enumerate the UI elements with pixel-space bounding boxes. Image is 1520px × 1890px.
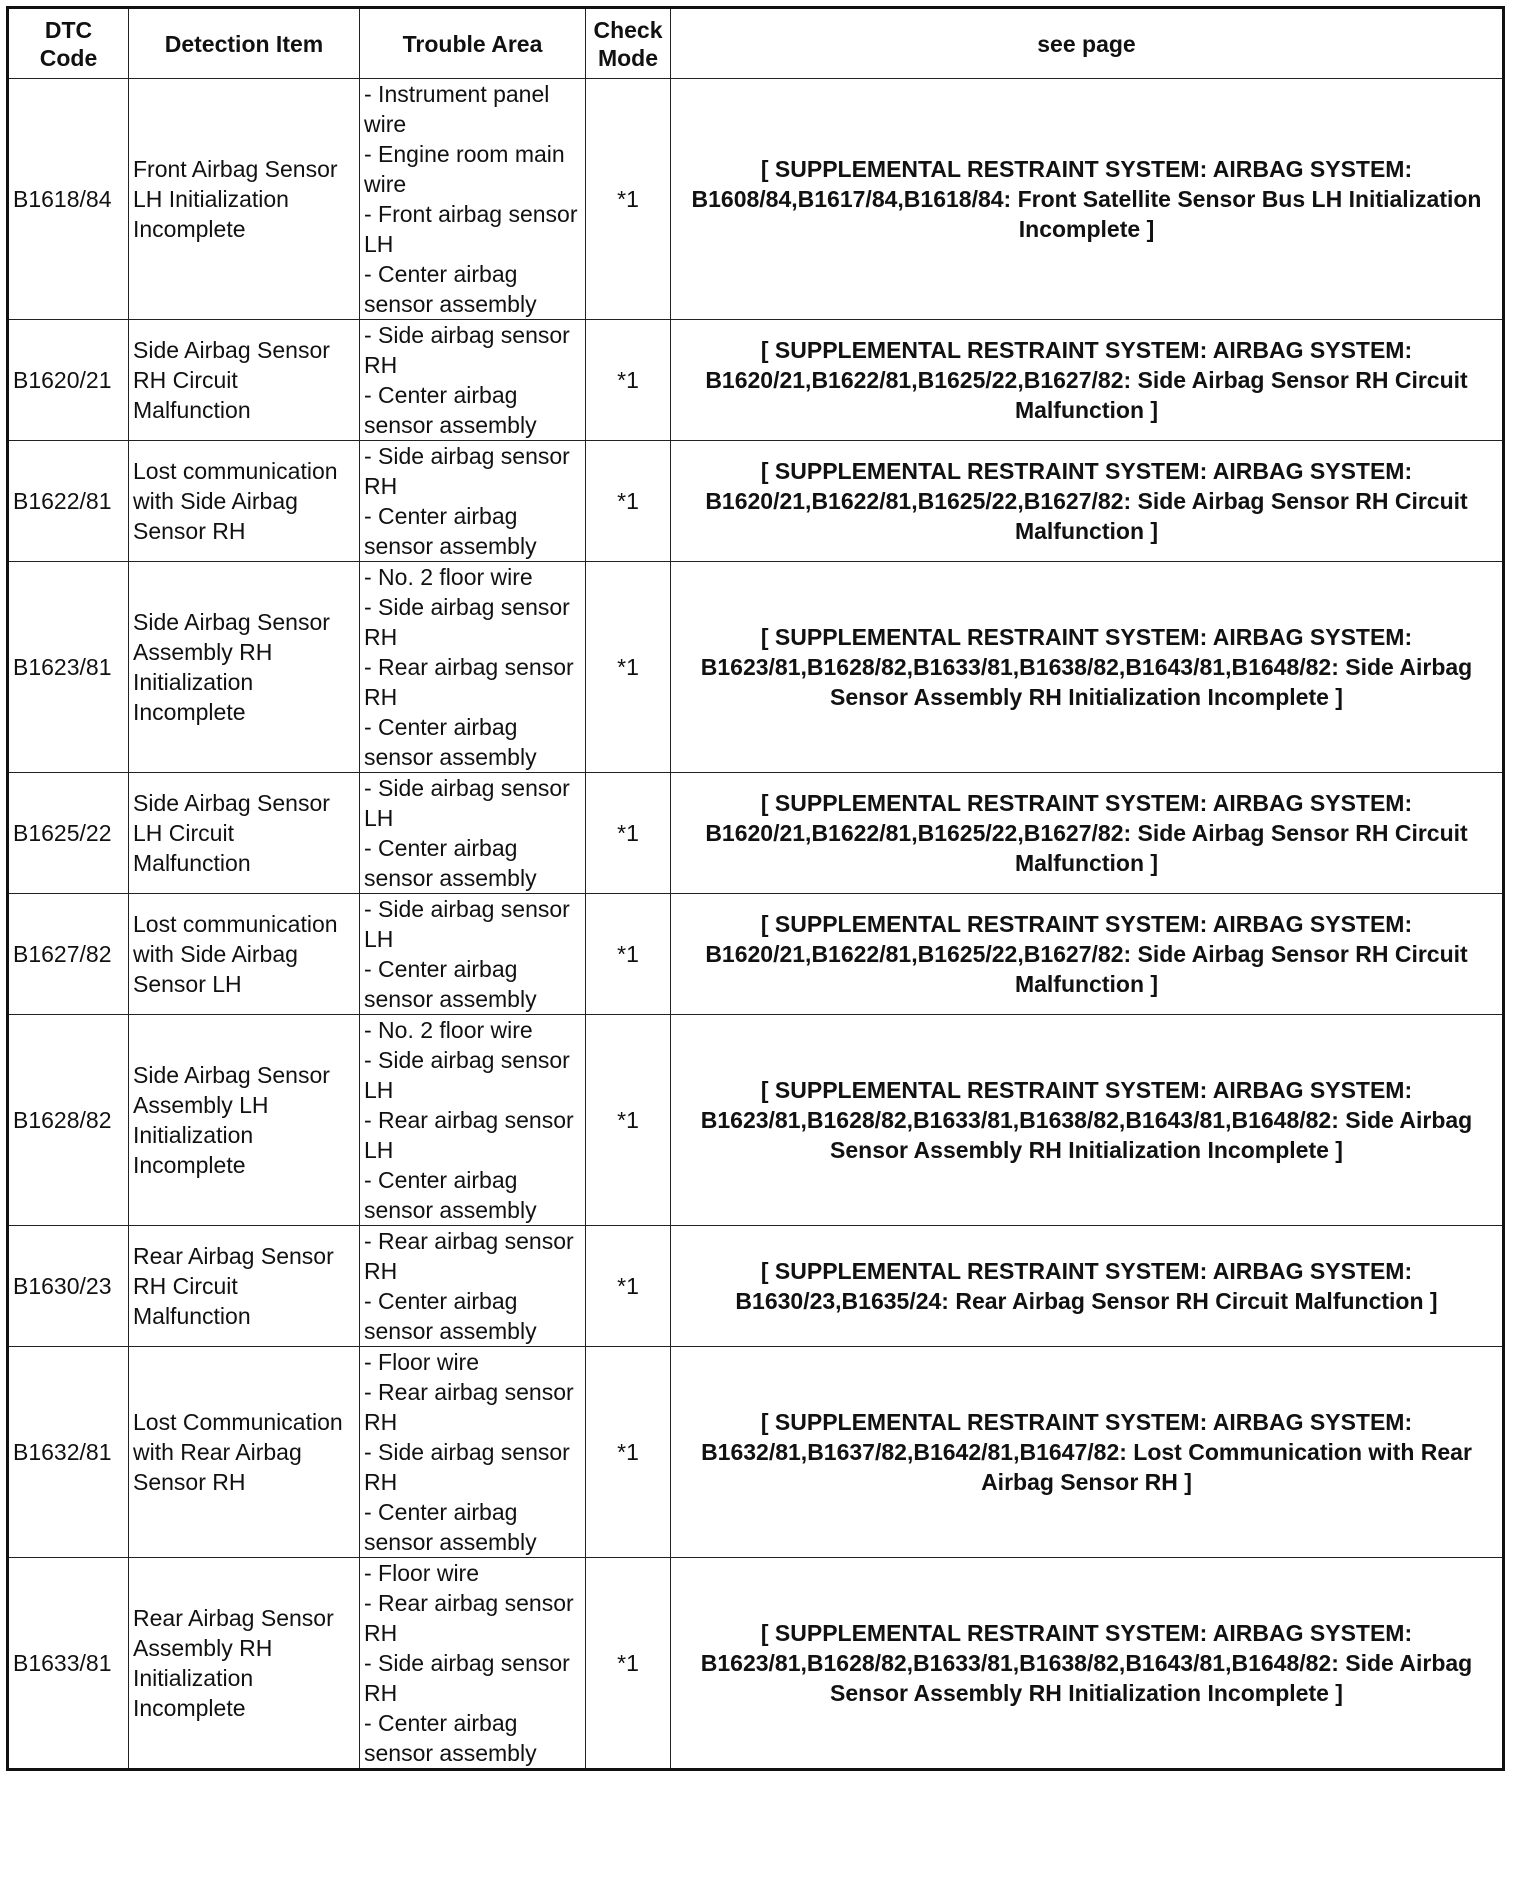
detection-item-cell: Rear Airbag Sensor Assembly RH Initialization Incomplete: [129, 1558, 360, 1770]
trouble-area-line: - Floor wire: [364, 1349, 480, 1375]
trouble-area-line: - Rear airbag sensor RH: [364, 1379, 574, 1435]
table-row: [8, 1558, 1504, 1770]
trouble-area-line: - Rear airbag sensor RH: [364, 654, 574, 710]
table-row: [8, 1015, 1504, 1226]
header-dtc-code: DTC Code: [8, 8, 129, 79]
see-page-reference: [ SUPPLEMENTAL RESTRAINT SYSTEM: AIRBAG SYSTEM: B1623/81,B1628/82,B1633/81,B1638/82,B1643/81,B1648/82: Side Airbag Sensor Assembly RH Initialization Incomplete ]: [671, 1558, 1504, 1770]
trouble-area-line: - Center airbag sensor assembly: [364, 1499, 537, 1555]
header-check-mode: Check Mode: [586, 8, 671, 79]
see-page-reference: [ SUPPLEMENTAL RESTRAINT SYSTEM: AIRBAG SYSTEM: B1623/81,B1628/82,B1633/81,B1638/82,B1643/81,B1648/82: Side Airbag Sensor Assembly RH Initialization Incomplete ]: [671, 562, 1504, 773]
see-page-reference: [ SUPPLEMENTAL RESTRAINT SYSTEM: AIRBAG SYSTEM: B1620/21,B1622/81,B1625/22,B1627/82: Side Airbag Sensor RH Circuit Malfunction ]: [671, 320, 1504, 441]
trouble-area-line: - Side airbag sensor RH: [364, 1439, 570, 1495]
trouble-area-line: - Center airbag sensor assembly: [364, 1167, 537, 1223]
trouble-area-cell: [360, 773, 586, 894]
trouble-area-cell: [360, 1226, 586, 1347]
trouble-area-line: - Side airbag sensor LH: [364, 1047, 570, 1103]
dtc-code-cell: B1618/84: [8, 79, 129, 320]
dtc-code-cell: B1623/81: [8, 562, 129, 773]
trouble-area-cell: [360, 441, 586, 562]
trouble-area-line: - Center airbag sensor assembly: [364, 503, 537, 559]
table-row: [8, 1347, 1504, 1558]
trouble-area-line: - Side airbag sensor LH: [364, 896, 570, 952]
trouble-area-line: - Rear airbag sensor LH: [364, 1107, 574, 1163]
trouble-area-line: - No. 2 floor wire: [364, 1017, 533, 1043]
trouble-area-line: - Center airbag sensor assembly: [364, 835, 537, 891]
dtc-code-cell: B1633/81: [8, 1558, 129, 1770]
trouble-area-cell: [360, 79, 586, 320]
check-mode-cell: *1: [586, 1558, 671, 1770]
dtc-code-cell: B1620/21: [8, 320, 129, 441]
table-row: [8, 320, 1504, 441]
check-mode-cell: *1: [586, 894, 671, 1015]
check-mode-cell: *1: [586, 320, 671, 441]
table-row: [8, 894, 1504, 1015]
detection-item-cell: Front Airbag Sensor LH Initialization Incomplete: [129, 79, 360, 320]
detection-item-cell: Lost communication with Side Airbag Sensor RH: [129, 441, 360, 562]
trouble-area-cell: [360, 894, 586, 1015]
see-page-reference: [ SUPPLEMENTAL RESTRAINT SYSTEM: AIRBAG SYSTEM: B1623/81,B1628/82,B1633/81,B1638/82,B1643/81,B1648/82: Side Airbag Sensor Assembly RH Initialization Incomplete ]: [671, 1015, 1504, 1226]
dtc-code-cell: B1628/82: [8, 1015, 129, 1226]
dtc-table: [6, 6, 1505, 1771]
trouble-area-cell: [360, 1347, 586, 1558]
check-mode-cell: *1: [586, 1226, 671, 1347]
detection-item-cell: Lost Communication with Rear Airbag Sensor RH: [129, 1347, 360, 1558]
trouble-area-line: - Side airbag sensor LH: [364, 775, 570, 831]
trouble-area-line: - Side airbag sensor RH: [364, 443, 570, 499]
detection-item-cell: Side Airbag Sensor LH Circuit Malfunction: [129, 773, 360, 894]
header-see-page: see page: [671, 8, 1504, 79]
trouble-area-line: - Side airbag sensor RH: [364, 1650, 570, 1706]
detection-item-cell: Side Airbag Sensor RH Circuit Malfunction: [129, 320, 360, 441]
trouble-area-line: - Side airbag sensor RH: [364, 594, 570, 650]
trouble-area-line: - Side airbag sensor RH: [364, 322, 570, 378]
check-mode-cell: *1: [586, 1347, 671, 1558]
check-mode-cell: *1: [586, 441, 671, 562]
see-page-reference: [ SUPPLEMENTAL RESTRAINT SYSTEM: AIRBAG SYSTEM: B1632/81,B1637/82,B1642/81,B1647/82: Lost Communication with Rear Airbag Sensor RH ]: [671, 1347, 1504, 1558]
trouble-area-line: - Engine room main wire: [364, 141, 565, 197]
detection-item-cell: Lost communication with Side Airbag Sensor LH: [129, 894, 360, 1015]
header-trouble-area: Trouble Area: [360, 8, 586, 79]
dtc-code-cell: B1627/82: [8, 894, 129, 1015]
trouble-area-line: - Center airbag sensor assembly: [364, 261, 537, 317]
trouble-area-line: - Instrument panel wire: [364, 81, 550, 137]
trouble-area-line: - Center airbag sensor assembly: [364, 382, 537, 438]
trouble-area-line: - Rear airbag sensor RH: [364, 1590, 574, 1646]
see-page-reference: [ SUPPLEMENTAL RESTRAINT SYSTEM: AIRBAG SYSTEM: B1620/21,B1622/81,B1625/22,B1627/82: Side Airbag Sensor RH Circuit Malfunction ]: [671, 773, 1504, 894]
trouble-area-line: - Rear airbag sensor RH: [364, 1228, 574, 1284]
check-mode-cell: *1: [586, 773, 671, 894]
see-page-reference: [ SUPPLEMENTAL RESTRAINT SYSTEM: AIRBAG SYSTEM: B1630/23,B1635/24: Rear Airbag Sensor RH Circuit Malfunction ]: [671, 1226, 1504, 1347]
dtc-code-cell: B1632/81: [8, 1347, 129, 1558]
see-page-reference: [ SUPPLEMENTAL RESTRAINT SYSTEM: AIRBAG SYSTEM: B1620/21,B1622/81,B1625/22,B1627/82: Side Airbag Sensor RH Circuit Malfunction ]: [671, 441, 1504, 562]
detection-item-cell: Side Airbag Sensor Assembly RH Initialization Incomplete: [129, 562, 360, 773]
table-row: [8, 79, 1504, 320]
dtc-code-cell: B1622/81: [8, 441, 129, 562]
check-mode-cell: *1: [586, 562, 671, 773]
trouble-area-cell: [360, 562, 586, 773]
trouble-area-line: - Floor wire: [364, 1560, 480, 1586]
detection-item-cell: Side Airbag Sensor Assembly LH Initialization Incomplete: [129, 1015, 360, 1226]
table-row: [8, 441, 1504, 562]
header-row: [8, 8, 1504, 79]
table-row: [8, 1226, 1504, 1347]
table-row: [8, 562, 1504, 773]
trouble-area-line: - Center airbag sensor assembly: [364, 714, 537, 770]
trouble-area-cell: [360, 1015, 586, 1226]
trouble-area-line: - No. 2 floor wire: [364, 564, 533, 590]
dtc-code-cell: B1625/22: [8, 773, 129, 894]
see-page-reference: [ SUPPLEMENTAL RESTRAINT SYSTEM: AIRBAG SYSTEM: B1608/84,B1617/84,B1618/84: Front Satellite Sensor Bus LH Initialization Incomplete ]: [671, 79, 1504, 320]
trouble-area-cell: [360, 1558, 586, 1770]
header-detection-item: Detection Item: [129, 8, 360, 79]
detection-item-cell: Rear Airbag Sensor RH Circuit Malfunction: [129, 1226, 360, 1347]
trouble-area-line: - Center airbag sensor assembly: [364, 956, 537, 1012]
see-page-reference: [ SUPPLEMENTAL RESTRAINT SYSTEM: AIRBAG SYSTEM: B1620/21,B1622/81,B1625/22,B1627/82: Side Airbag Sensor RH Circuit Malfunction ]: [671, 894, 1504, 1015]
dtc-document: [6, 6, 1505, 1771]
table-row: [8, 773, 1504, 894]
dtc-code-cell: B1630/23: [8, 1226, 129, 1347]
trouble-area-cell: [360, 320, 586, 441]
trouble-area-line: - Front airbag sensor LH: [364, 201, 578, 257]
table-header: [8, 8, 1504, 79]
check-mode-cell: *1: [586, 1015, 671, 1226]
table-body: [8, 79, 1504, 1770]
check-mode-cell: *1: [586, 79, 671, 320]
trouble-area-line: - Center airbag sensor assembly: [364, 1710, 537, 1766]
trouble-area-line: - Center airbag sensor assembly: [364, 1288, 537, 1344]
